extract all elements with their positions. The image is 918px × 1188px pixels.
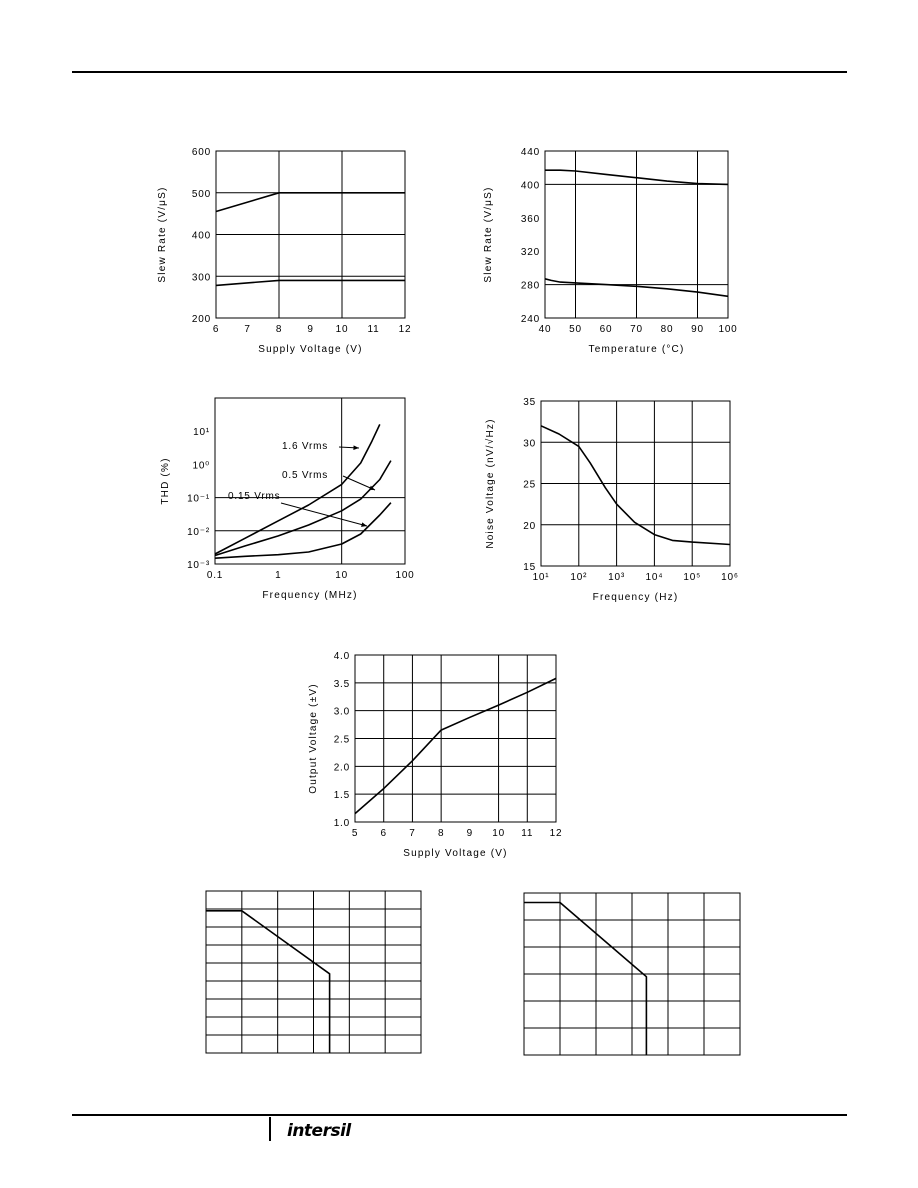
x-tick-label: 11 (521, 828, 534, 839)
y-tick-label: 360 (520, 213, 540, 225)
x-tick-label: 10 (335, 570, 349, 581)
y-tick-label: 240 (520, 314, 540, 325)
series-annotation: 1.6 Vrms (282, 441, 329, 452)
y-axis-label: Output Voltage (±V) (308, 683, 319, 794)
x-tick-label: 10⁶ (721, 572, 739, 583)
intersil-logo: intersil (287, 1121, 351, 1141)
x-tick-label: 6 (212, 324, 220, 335)
y-tick-label: 1.5 (333, 790, 350, 802)
chart-6 (206, 891, 421, 1053)
x-tick-label: 9 (307, 324, 314, 335)
y-tick-label: 440 (520, 147, 540, 158)
x-axis-label: Supply Voltage (V) (258, 344, 363, 355)
y-axis-label: Noise Voltage (nV/√Hz) (485, 418, 496, 549)
series-line-2 (216, 280, 405, 285)
x-tick-label: 10 (335, 324, 349, 335)
annotation-arrowhead (353, 445, 359, 450)
x-tick-label: 100 (718, 324, 738, 335)
x-tick-label: 80 (660, 324, 674, 335)
y-axis-label: Slew Rate (V/μS) (483, 186, 494, 283)
annotation-arrow (281, 503, 367, 526)
y-tick-label: 10⁻¹ (187, 493, 210, 505)
y-tick-label: 3.5 (333, 678, 350, 690)
y-tick-label: 600 (191, 147, 211, 158)
chart-2 (483, 147, 738, 355)
y-tick-label: 400 (191, 230, 211, 242)
y-axis-label: Slew Rate (V/μS) (157, 186, 168, 283)
x-tick-label: 8 (437, 828, 445, 839)
x-tick-label: 10¹ (532, 572, 550, 583)
x-tick-label: 100 (395, 570, 415, 581)
y-tick-label: 200 (191, 314, 211, 325)
y-tick-label: 10¹ (193, 427, 210, 439)
y-tick-label: 280 (520, 280, 540, 292)
x-tick-label: 5 (351, 828, 359, 839)
y-tick-label: 25 (523, 479, 536, 491)
series-annotation: 0.15 Vrms (228, 491, 281, 502)
x-axis-label: Temperature (°C) (588, 344, 685, 355)
x-tick-label: 50 (569, 324, 582, 335)
x-tick-label: 10³ (608, 572, 626, 583)
y-tick-label: 400 (520, 180, 540, 192)
chart-4 (484, 397, 739, 603)
y-tick-label: 300 (191, 272, 211, 284)
x-tick-label: 11 (367, 324, 380, 335)
x-tick-label: 0.1 (206, 570, 224, 581)
y-tick-label: 15 (523, 562, 536, 573)
y-tick-label: 3.0 (333, 706, 350, 718)
chart-7 (524, 893, 740, 1055)
y-tick-label: 20 (523, 520, 536, 532)
y-tick-label: 320 (520, 247, 540, 259)
x-axis-label: Frequency (MHz) (262, 590, 358, 601)
x-tick-label: 10⁵ (683, 572, 702, 583)
series-line-1 (541, 426, 730, 545)
y-tick-label: 2.0 (333, 762, 350, 774)
x-tick-label: 9 (466, 828, 474, 839)
y-tick-label: 30 (523, 438, 536, 450)
x-tick-label: 12 (549, 828, 563, 839)
y-tick-label: 35 (523, 397, 536, 408)
x-tick-label: 60 (599, 324, 613, 335)
series-line-1 (216, 193, 405, 212)
x-tick-label: 90 (691, 324, 704, 335)
chart-1 (157, 147, 411, 355)
y-tick-label: 10⁻³ (187, 560, 210, 571)
x-tick-label: 40 (538, 324, 552, 335)
chart-3 (160, 398, 415, 601)
x-tick-label: 10 (492, 828, 505, 839)
series-line-1 (206, 911, 330, 1053)
x-tick-label: 70 (630, 324, 643, 335)
series-line-1 (355, 678, 556, 813)
y-tick-label: 1.0 (333, 818, 350, 829)
y-tick-label: 10⁻² (187, 526, 210, 538)
x-tick-label: 10⁴ (645, 572, 664, 583)
series-line-1 (524, 903, 646, 1056)
x-tick-label: 1 (275, 570, 282, 581)
y-tick-label: 500 (191, 188, 211, 200)
x-tick-label: 8 (275, 324, 283, 335)
series-annotation: 0.5 Vrms (282, 470, 329, 481)
y-axis-label: THD (%) (160, 457, 171, 505)
y-tick-label: 4.0 (333, 651, 350, 662)
x-tick-label: 7 (409, 828, 416, 839)
x-tick-label: 10² (570, 572, 588, 583)
x-axis-label: Supply Voltage (V) (403, 848, 508, 859)
y-tick-label: 2.5 (333, 734, 350, 746)
x-tick-label: 7 (244, 324, 251, 335)
x-tick-label: 12 (398, 324, 412, 335)
y-tick-label: 10⁰ (192, 460, 210, 472)
x-tick-label: 6 (380, 828, 387, 839)
chart-5 (308, 651, 562, 859)
x-axis-label: Frequency (Hz) (592, 592, 679, 603)
